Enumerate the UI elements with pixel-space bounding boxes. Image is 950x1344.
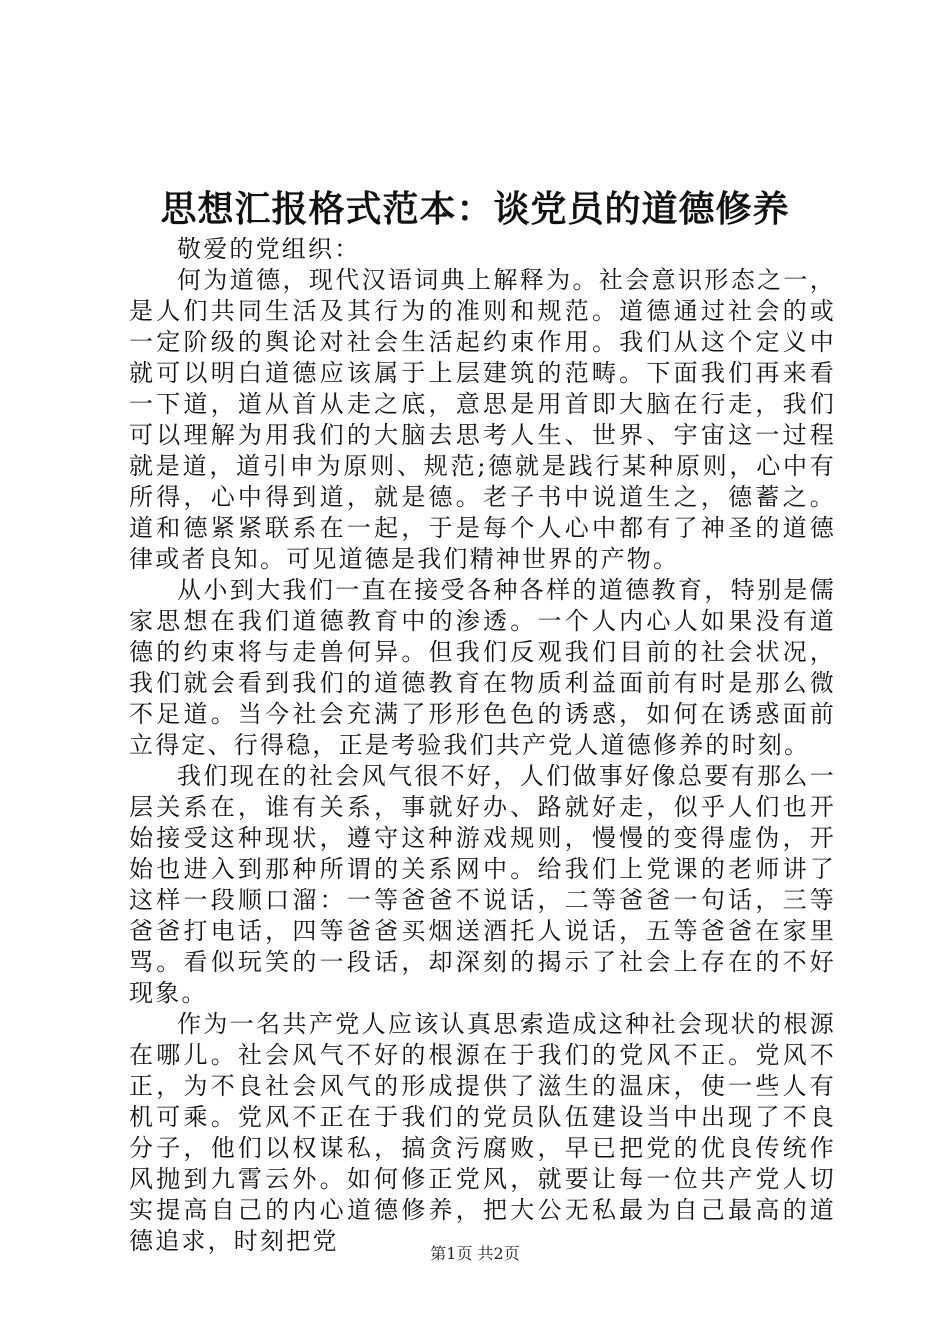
- salutation: 敬爱的党组织：: [177, 235, 361, 263]
- page-footer: 第1页 共2页: [430, 1244, 520, 1263]
- body-paragraph-3: 我们现在的社会风气很不好，人们做事好像总要有那么一层关系在，谁有关系，事就好办、路就好走，似乎人们也开始接受这种现状，遵守这种游戏规则，慢慢的变得虚伪，开始也进入到那种所谓的关系网中。给我们上党课的老师讲了这样一段顺口溜：一等爸爸不说话，二等爸爸一句话，三等爸爸打电话，四等爸爸买烟送酒托人说话，五等爸爸在家里骂。看似玩笑的一段话，却深刻的揭示了社会上存在的不好现象。: [129, 762, 836, 1007]
- body-paragraph-4: 作为一名共产党人应该认真思索造成这种社会现状的根源在哪儿。社会风气不好的根源在于我们的党风不正。党风不正，为不良社会风气的形成提供了滋生的温床，使一些人有机可乘。党风不正在于我们的党员队伍建设当中出现了不良分子，他们以权谋私，搞贪污腐败，早已把党的优良传统作风抛到九霄云外。如何修正党风，就要让每一位共产党人切实提高自己的内心道德修养，把大公无私最为自己最高的道德追求，时刻把党: [129, 1010, 836, 1255]
- body-paragraph-2: 从小到大我们一直在接受各种各样的道德教育，特别是儒家思想在我们道德教育中的渗透。一个人内心人如果没有道德的约束将与走兽何异。但我们反观我们目前的社会状况，我们就会看到我们的道德教育在物质利益面前有时是那么微不足道。当今社会充满了形形色色的诱惑，如何在诱惑面前立得定、行得稳，正是考验我们共产党人道德修养的时刻。: [129, 576, 836, 759]
- body-paragraph-1: 何为道德，现代汉语词典上解释为。社会意识形态之一，是人们共同生活及其行为的准则和规范。道德通过社会的或一定阶级的舆论对社会生活起约束作用。我们从这个定义中就可以明白道德应该属于上层建筑的范畴。下面我们再来看一下道，道从首从走之底，意思是用首即大脑在行走，我们可以理解为用我们的大脑去思考人生、世界、宇宙这一过程就是道，道引申为原则、规范;德就是践行某种原则，心中有所得，心中得到道，就是德。老子书中说道生之，德蓄之。道和德紧紧联系在一起，于是每个人心中都有了神圣的道德律或者良知。可见道德是我们精神世界的产物。: [129, 266, 836, 573]
- document-title: 思想汇报格式范本：谈党员的道德修养: [160, 188, 790, 230]
